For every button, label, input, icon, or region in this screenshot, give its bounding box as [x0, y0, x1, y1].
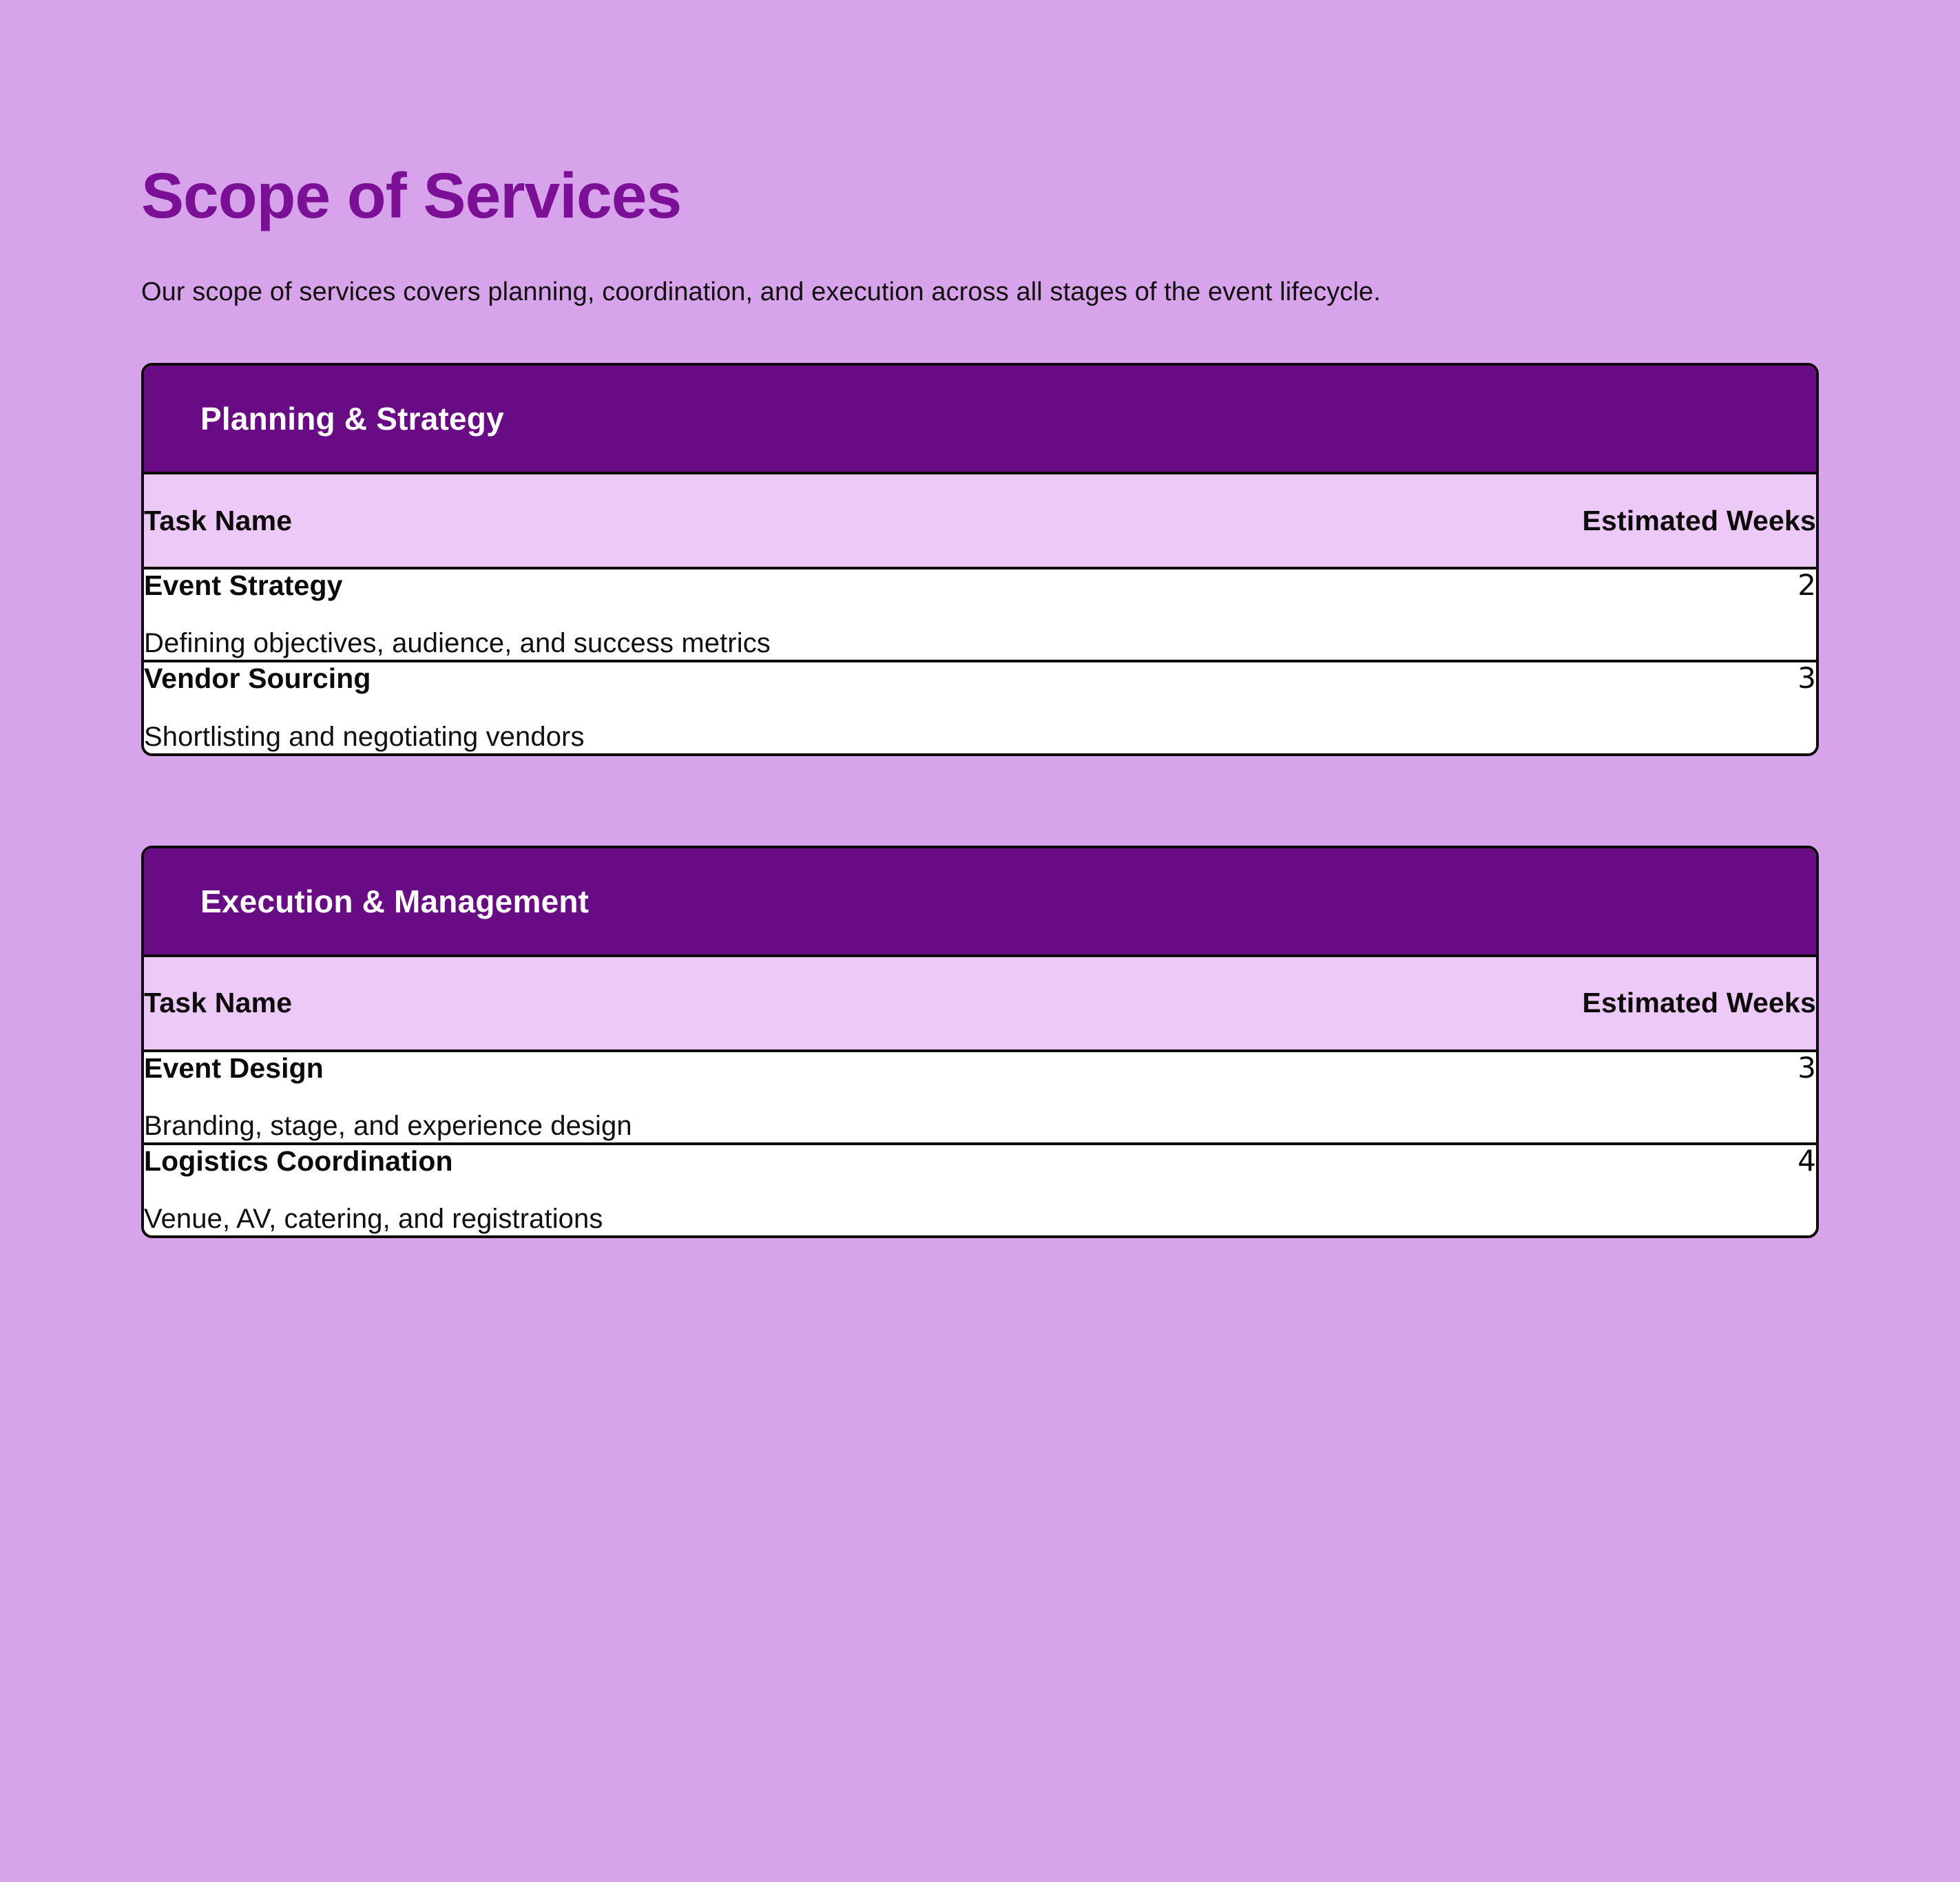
- task-name: Vendor Sourcing: [144, 662, 371, 695]
- task-table-planning-strategy: [144, 474, 1816, 753]
- task-table-execution-management: [144, 957, 1816, 1235]
- service-card-planning-strategy: [141, 363, 1819, 755]
- card-title: Execution & Management: [200, 883, 590, 919]
- column-header-estimated-weeks: Estimated Weeks: [1375, 474, 1816, 568]
- task-description: Venue, AV, catering, and registrations: [144, 1203, 603, 1234]
- card-header-planning-strategy: [144, 366, 1816, 474]
- table-row: [144, 1051, 1816, 1144]
- card-header-execution-management: [144, 848, 1816, 957]
- table-row: [144, 661, 1816, 753]
- table-row: [144, 1144, 1816, 1235]
- task-name: Event Strategy: [144, 569, 343, 602]
- column-header-estimated-weeks: Estimated Weeks: [1375, 957, 1816, 1051]
- column-header-task-name: Task Name: [144, 957, 1375, 1051]
- task-estimated-weeks: 4: [1375, 1144, 1816, 1235]
- task-description: Defining objectives, audience, and success metrics: [144, 628, 771, 659]
- table-row: [144, 568, 1816, 661]
- task-description: Branding, stage, and experience design: [144, 1110, 632, 1141]
- task-estimated-weeks: 2: [1375, 568, 1816, 661]
- card-title: Planning & Strategy: [200, 401, 504, 437]
- task-cell: [144, 1051, 1375, 1144]
- task-cell: [144, 661, 1375, 753]
- task-name: Logistics Coordination: [144, 1144, 453, 1177]
- service-cards-list: [141, 363, 1819, 1238]
- task-estimated-weeks: 3: [1375, 1051, 1816, 1144]
- page-title: Scope of Services: [141, 160, 682, 231]
- page-subtitle: Our scope of services covers planning, coordination, and execution across all stages of the event lifecycle.: [141, 278, 1381, 306]
- column-header-task-name: Task Name: [144, 474, 1375, 568]
- service-card-execution-management: [141, 846, 1819, 1238]
- table-body: [144, 1051, 1816, 1235]
- task-cell: [144, 1144, 1375, 1235]
- task-name: Event Design: [144, 1052, 324, 1084]
- table-header-row: [144, 957, 1816, 1051]
- task-description: Shortlisting and negotiating vendors: [144, 721, 585, 752]
- table-head: [144, 474, 1816, 568]
- task-cell: [144, 568, 1375, 661]
- table-body: [144, 568, 1816, 753]
- table-header-row: [144, 474, 1816, 568]
- task-estimated-weeks: 3: [1375, 661, 1816, 753]
- table-head: [144, 957, 1816, 1051]
